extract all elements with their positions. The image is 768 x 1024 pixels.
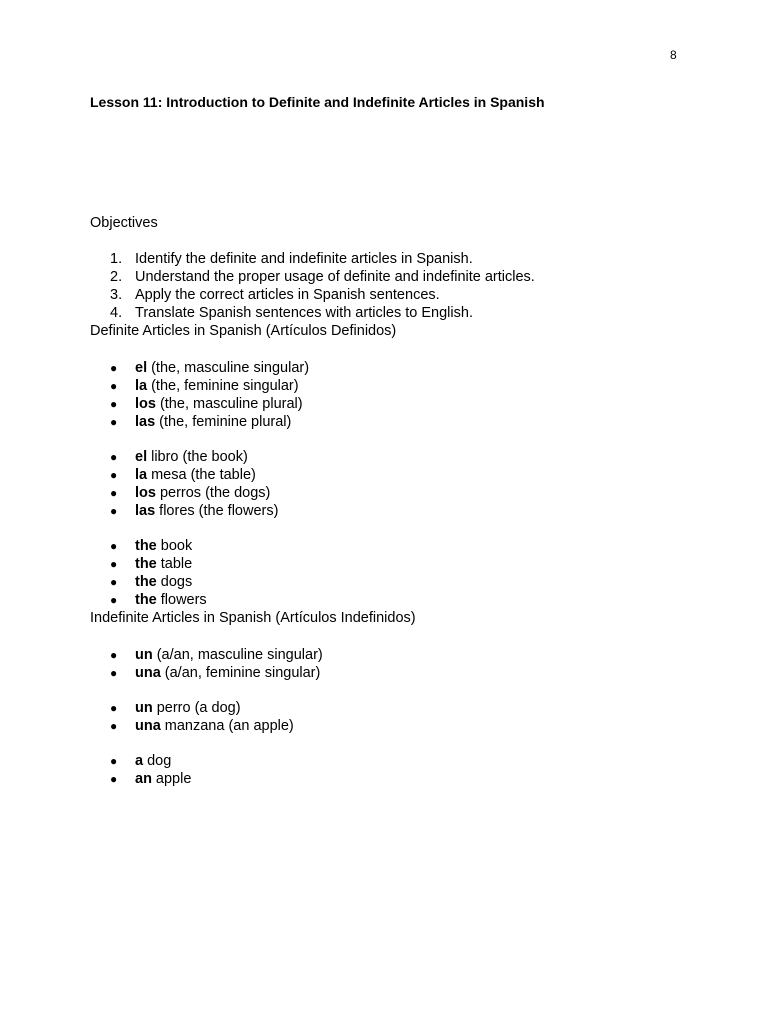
article-word: la — [135, 378, 148, 394]
bullet-icon: ● — [110, 450, 118, 464]
bullet-icon: ● — [110, 719, 118, 733]
article-description: (a/an, masculine singular) — [156, 647, 323, 663]
indefinite-articles-heading: Indefinite Articles in Spanish (Artículos Indefinidos) — [90, 610, 416, 626]
bullet-icon: ● — [110, 754, 118, 768]
list-item — [110, 591, 207, 609]
list-item-text: Understand the proper usage of definite and indefinite articles. — [135, 269, 535, 285]
article-description: (the, feminine singular) — [151, 378, 299, 394]
list-item — [110, 250, 535, 268]
bullet-icon: ● — [110, 486, 118, 500]
bullet-icon: ● — [110, 557, 118, 571]
article-word: the — [135, 574, 157, 590]
bullet-icon: ● — [110, 379, 118, 393]
translation-text: flowers — [160, 592, 207, 608]
list-item — [110, 377, 309, 395]
bullet-icon: ● — [110, 772, 118, 786]
list-item — [110, 664, 323, 682]
article-word: las — [135, 503, 156, 519]
list-item — [110, 770, 191, 788]
article-word: el — [135, 449, 148, 465]
list-number: 2. — [110, 269, 123, 285]
article-word: un — [135, 647, 153, 663]
list-item-text: Identify the definite and indefinite articles in Spanish. — [135, 251, 473, 267]
article-word: el — [135, 360, 148, 376]
article-word: the — [135, 556, 157, 572]
bullet-icon: ● — [110, 648, 118, 662]
list-item — [110, 304, 535, 322]
article-word: the — [135, 592, 157, 608]
list-item-text: Translate Spanish sentences with articles to English. — [135, 305, 473, 321]
list-item-text: Apply the correct articles in Spanish sentences. — [135, 287, 440, 303]
article-word: a — [135, 753, 144, 769]
definite-examples-list — [110, 448, 278, 520]
list-item — [110, 484, 278, 502]
translation-text: dog — [147, 753, 172, 769]
list-item — [110, 537, 207, 555]
article-word: los — [135, 485, 156, 501]
list-item — [110, 286, 535, 304]
list-item — [110, 502, 278, 520]
bullet-icon: ● — [110, 468, 118, 482]
list-item — [110, 413, 309, 431]
definite-articles-list — [110, 359, 309, 431]
article-word: un — [135, 700, 153, 716]
list-item — [110, 555, 207, 573]
article-description: (the, feminine plural) — [159, 414, 292, 430]
list-item — [110, 448, 278, 466]
list-item — [110, 395, 309, 413]
article-description: (the, masculine plural) — [159, 396, 303, 412]
definite-translations-list — [110, 537, 207, 609]
article-word: los — [135, 396, 156, 412]
article-description: (a/an, feminine singular) — [164, 665, 321, 681]
translation-text: book — [160, 538, 193, 554]
list-item — [110, 359, 309, 377]
bullet-icon: ● — [110, 575, 118, 589]
example-text: flores (the flowers) — [159, 503, 279, 519]
translation-text: apple — [155, 771, 192, 787]
bullet-icon: ● — [110, 666, 118, 680]
bullet-icon: ● — [110, 539, 118, 553]
translation-text: dogs — [160, 574, 193, 590]
bullet-icon: ● — [110, 701, 118, 715]
indefinite-examples-list — [110, 699, 294, 735]
list-item — [110, 717, 294, 735]
list-number: 4. — [110, 305, 123, 321]
bullet-icon: ● — [110, 504, 118, 518]
article-word: una — [135, 665, 161, 681]
page-number: 8 — [670, 48, 677, 62]
lesson-title: Lesson 11: Introduction to Definite and Indefinite Articles in Spanish — [90, 94, 545, 110]
example-text: perro (a dog) — [156, 700, 241, 716]
indefinite-translations-list — [110, 752, 191, 788]
list-number: 1. — [110, 251, 123, 267]
list-item — [110, 752, 191, 770]
example-text: mesa (the table) — [151, 467, 256, 483]
bullet-icon: ● — [110, 361, 118, 375]
objectives-list — [110, 250, 535, 322]
article-word: an — [135, 771, 152, 787]
article-word: la — [135, 467, 148, 483]
article-description: (the, masculine singular) — [151, 360, 310, 376]
translation-text: table — [160, 556, 193, 572]
bullet-icon: ● — [110, 593, 118, 607]
list-item — [110, 466, 278, 484]
list-item — [110, 573, 207, 591]
article-word: una — [135, 718, 161, 734]
bullet-icon: ● — [110, 397, 118, 411]
example-text: manzana (an apple) — [164, 718, 294, 734]
objectives-heading: Objectives — [90, 215, 158, 231]
article-word: las — [135, 414, 156, 430]
list-number: 3. — [110, 287, 123, 303]
list-item — [110, 646, 323, 664]
article-word: the — [135, 538, 157, 554]
bullet-icon: ● — [110, 415, 118, 429]
example-text: perros (the dogs) — [159, 485, 271, 501]
example-text: libro (the book) — [151, 449, 248, 465]
list-item — [110, 699, 294, 717]
indefinite-articles-list — [110, 646, 323, 682]
list-item — [110, 268, 535, 286]
definite-articles-heading: Definite Articles in Spanish (Artículos Definidos) — [90, 323, 397, 339]
